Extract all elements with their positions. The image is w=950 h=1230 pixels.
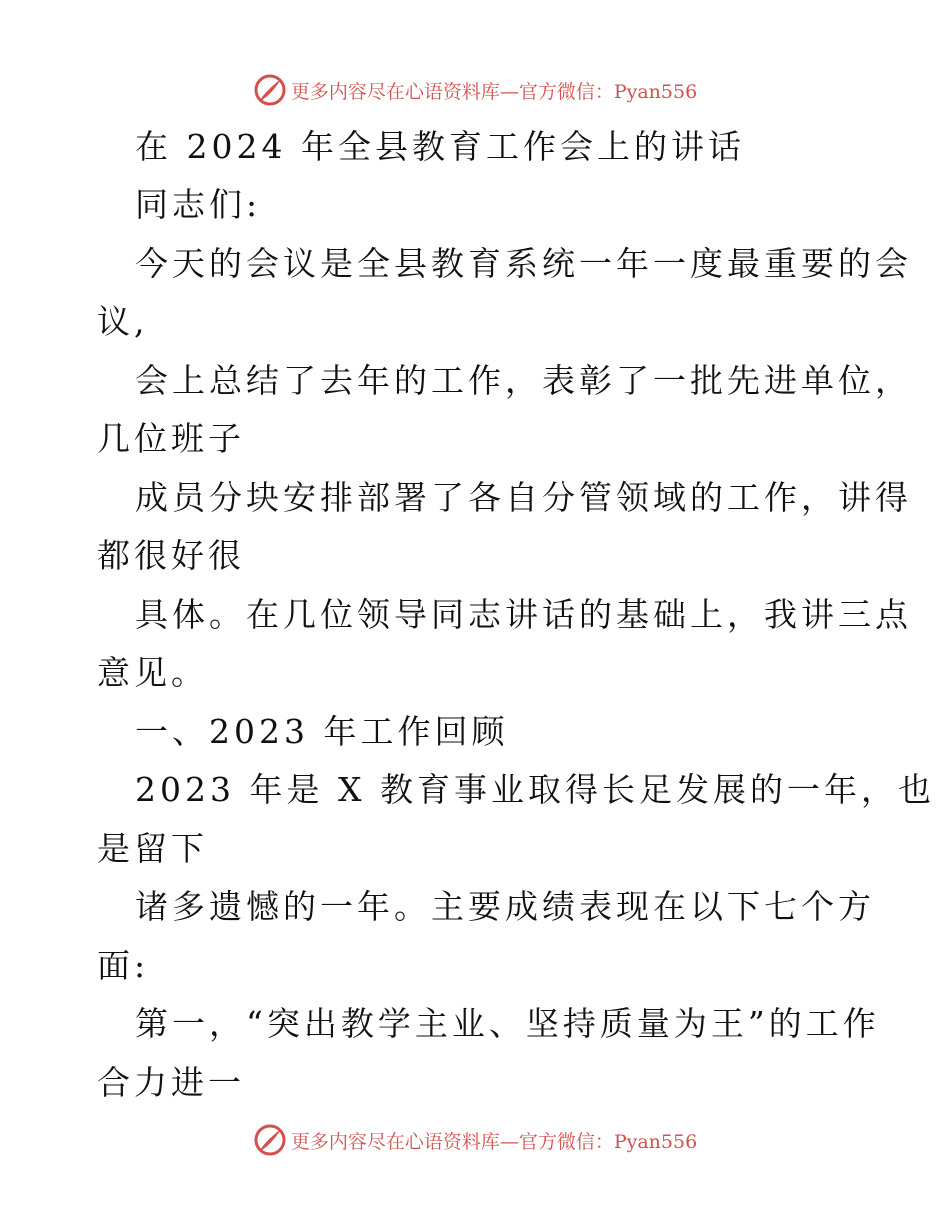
- text-line: 意见。: [97, 653, 208, 692]
- text-line: 面:: [97, 946, 150, 985]
- salutation: 同志们:: [135, 185, 262, 224]
- text-line: 是留下: [97, 829, 208, 868]
- text-line: 2023 年是 X 教育事业取得长足发展的一年，也: [135, 770, 935, 809]
- text-line: 今天的会议是全县教育系统一年一度最重要的会: [135, 244, 912, 283]
- text-line: 诸多遗憾的一年。主要成绩表现在以下七个方: [135, 887, 875, 926]
- footer-banner: [0, 1120, 950, 1160]
- quill-logo-icon: [253, 1123, 287, 1157]
- banner-text: 更多内容尽在心语资料库—官方微信：Pyan556: [290, 1130, 698, 1153]
- document-title: 在 2024 年全县教育工作会上的讲话: [135, 127, 745, 166]
- section-heading: 一、2023 年工作回顾: [135, 712, 509, 751]
- text-line: 都很好很: [97, 536, 245, 575]
- text-line: 会上总结了去年的工作，表彰了一批先进单位，: [135, 361, 912, 400]
- text-line: 议,: [97, 302, 149, 341]
- text-line: 合力进一: [97, 1063, 245, 1102]
- text-line: 第一，“突出教学主业、坚持质量为王”的工作: [135, 1004, 880, 1043]
- text-line: 成员分块安排部署了各自分管领域的工作，讲得: [135, 478, 912, 517]
- text-line: 几位班子: [97, 419, 245, 458]
- text-line: 具体。在几位领导同志讲话的基础上，我讲三点: [135, 595, 912, 634]
- banner-text: 更多内容尽在心语资料库—官方微信：Pyan556: [290, 80, 698, 103]
